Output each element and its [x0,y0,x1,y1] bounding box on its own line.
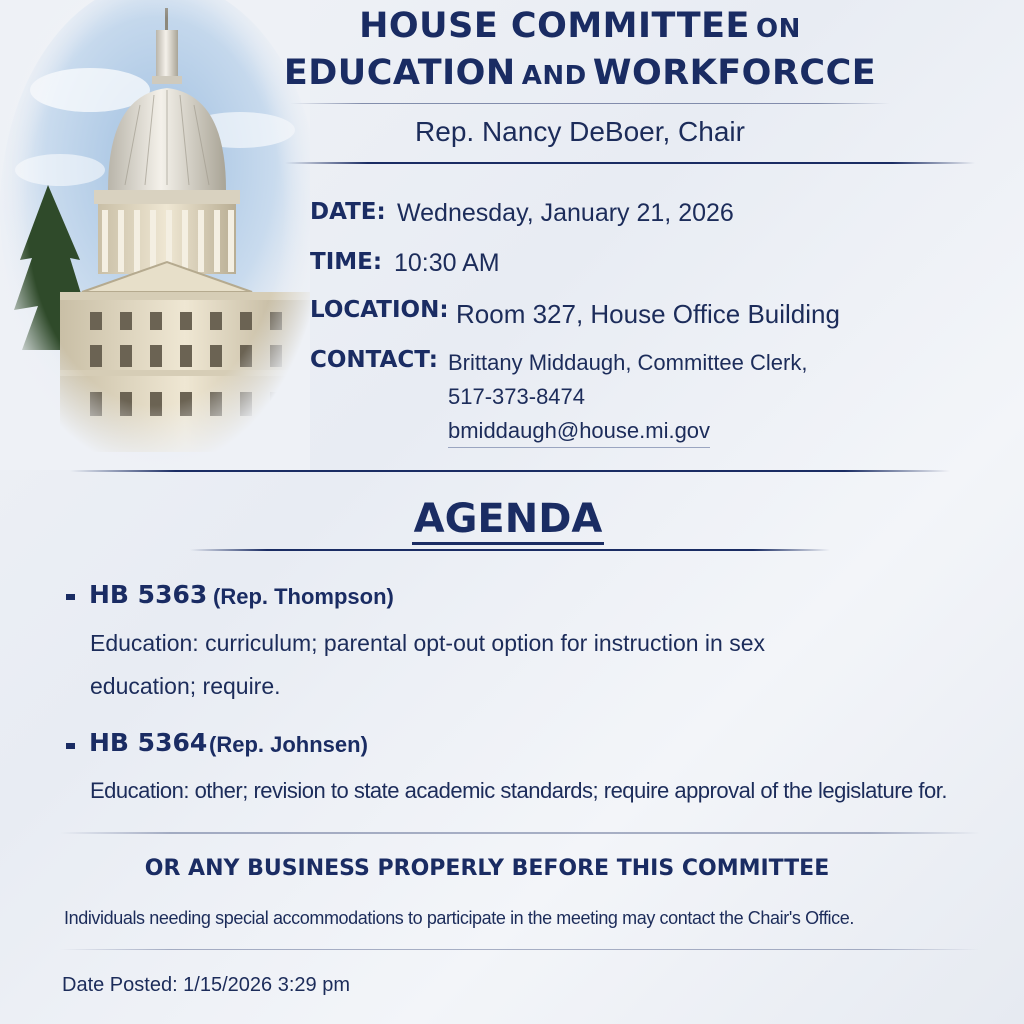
title-divider [290,103,890,104]
bill-description: Education: curriculum; parental opt-out option for instruction in sex [90,630,766,656]
title-word-education: EDUCATION [283,53,516,93]
bullet-icon [66,743,75,749]
bill-description: Education: other; revision to state academic standards; require approval of the legislature for. [90,778,947,803]
title-word-and: AND [521,61,587,91]
time-value: 10:30 AM [394,249,500,277]
footer-divider [60,949,980,950]
location-label: LOCATION: [310,297,449,323]
other-business-notice: OR ANY BUSINESS PROPERLY BEFORE THIS COMMITTEE [144,856,830,881]
agenda-heading [0,496,1016,542]
chair-divider [285,162,975,164]
bill-number: HB 5363 [89,580,208,609]
bullet-icon [66,594,75,600]
date-posted: Date Posted: 1/15/2026 3:29 pm [62,974,350,996]
bill-sponsor: (Rep. Johnsen) [209,732,368,757]
info-divider [70,470,950,472]
agenda-heading-text: AGENDA [412,496,605,545]
title-word-on: ON [755,14,801,44]
location-value: Room 327, House Office Building [456,299,840,329]
accommodations-notice: Individuals needing special accommodations to participate in the meeting may contact the Chair's Office. [64,908,854,928]
agenda-bottom-divider [60,832,980,834]
bill-number: HB 5364 [89,728,208,757]
contact-email-link[interactable]: bmiddaugh@house.mi.gov [448,418,710,448]
bill-sponsor: (Rep. Thompson) [213,584,394,609]
committee-chair: Rep. Nancy DeBoer, Chair [415,116,745,147]
contact-name: Brittany Middaugh, Committee Clerk, [448,350,808,375]
capitol-building-image [0,0,310,470]
date-label: DATE: [310,199,386,225]
committee-title-line-1 [280,6,880,46]
time-label: TIME: [310,249,383,275]
committee-title-line-2 [280,53,880,93]
date-value: Wednesday, January 21, 2026 [397,199,734,227]
title-word-house-committee: HOUSE COMMITTEE [359,6,750,46]
contact-label: CONTACT: [310,347,438,373]
title-word-workforce: WORKFORCCE [592,53,877,93]
agenda-divider [190,549,830,551]
contact-phone: 517-373-8474 [448,384,586,409]
bill-description-continued: education; require. [90,673,281,699]
